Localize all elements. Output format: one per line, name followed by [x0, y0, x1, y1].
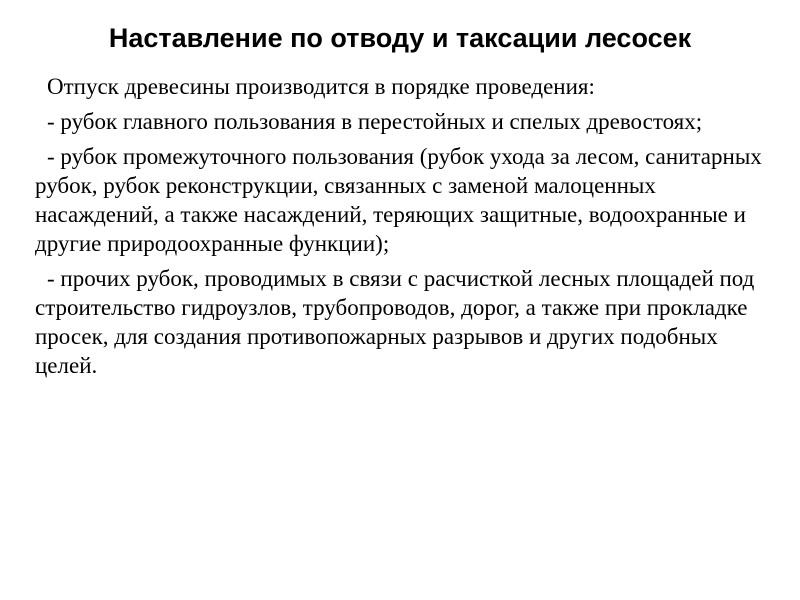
paragraph-main-felling: - рубок главного пользования в перестойных и спелых древостоях;	[47, 109, 703, 134]
paragraph-other-felling: - прочих рубок, проводимых в связи с расчисткой лесных площадей под строительство гидроузлов, трубопроводов, дорог, а также при прокладке просек, для создания противопожарных разрывов и других подобных целей.	[35, 266, 755, 378]
slide-body	[35, 72, 780, 386]
slide-title: Наставление по отводу и таксации лесосек	[108, 23, 692, 53]
paragraph-intermediate-felling: - рубок промежуточного пользования (рубок ухода за лесом, санитарных рубок, рубок реконструкции, связанных с заменой малоценных насаждений, а также насаждений, теряющих защитные, водоохранные и другие природоохранные функции);	[35, 144, 762, 256]
paragraph-intro: Отпуск древесины производится в порядке проведения:	[47, 74, 595, 99]
